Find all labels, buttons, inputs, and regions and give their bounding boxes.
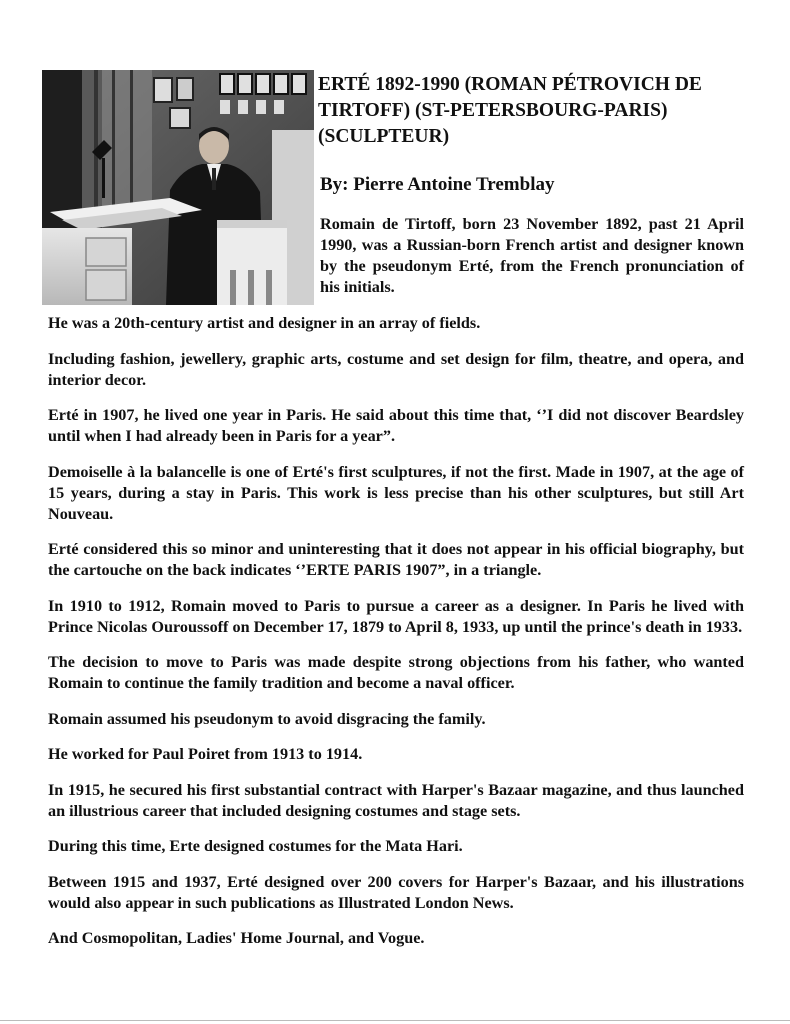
body-paragraph: Romain assumed his pseudonym to avoid disgracing the family. [48, 709, 486, 728]
page-bottom-rule [0, 1020, 790, 1021]
article-body [48, 313, 744, 964]
body-paragraph: And Cosmopolitan, Ladies' Home Journal, and Vogue. [48, 929, 425, 947]
portrait-photo-drawing [42, 70, 314, 305]
body-paragraph: He worked for Paul Poiret from 1913 to 1914. [48, 745, 363, 763]
body-paragraph: In 1910 to 1912, Romain moved to Paris to pursue a career as a designer. In Paris he lived with Prince Nicolas Ouroussoff on December 17, 1879 to April 8, 1933, up until the prince's death in 1933. [48, 596, 744, 636]
body-paragraph: The decision to move to Paris was made despite strong objections from his father, who wanted Romain to continue the family tradition and become a naval officer. [48, 653, 744, 692]
body-paragraph: Erté considered this so minor and uninteresting that it does not appear in his official biography, but the cartouche on the back indicates ‘’ERTE PARIS 1907”, in a triangle. [48, 540, 744, 579]
body-paragraph: Between 1915 and 1937, Erté designed over 200 covers for Harper's Bazaar, and his illustrations would also appear in such publications as Illustrated London News. [48, 872, 744, 912]
body-paragraph: Erté in 1907, he lived one year in Paris. He said about this time that, ‘’I did not discover Beardsley until when I had already been in Paris for a year”. [48, 406, 744, 445]
body-paragraph: During this time, Erte designed costumes for the Mata Hari. [48, 837, 463, 855]
body-paragraph: In 1915, he secured his first substantial contract with Harper's Bazaar magazine, and thus launched an illustrious career that included designing costumes and stage sets. [48, 780, 744, 820]
body-paragraph: Including fashion, jewellery, graphic arts, costume and set design for film, theatre, and opera, and interior decor. [48, 349, 744, 389]
portrait-photo [42, 70, 314, 305]
body-paragraph: Demoiselle à la balancelle is one of Erté's first sculptures, if not the first. Made in 1907, at the age of 15 years, during a stay in Paris. This work is less precise than his other sculptures, but still Art Nouveau. [48, 462, 744, 523]
body-paragraph: He was a 20th-century artist and designer in an array of fields. [48, 314, 481, 332]
intro-paragraph: Romain de Tirtoff, born 23 November 1892, past 21 April 1990, was a Russian-born French artist and designer known by the pseudonym Erté, from the French pronunciation of his initials. [320, 215, 744, 296]
article-byline: By: Pierre Antoine Tremblay [320, 174, 555, 195]
article-title: ERTÉ 1892-1990 (ROMAN PÉTROVICH DE TIRTOFF) (ST-PETERSBOURG-PARIS) (SCULPTEUR) [318, 74, 702, 147]
